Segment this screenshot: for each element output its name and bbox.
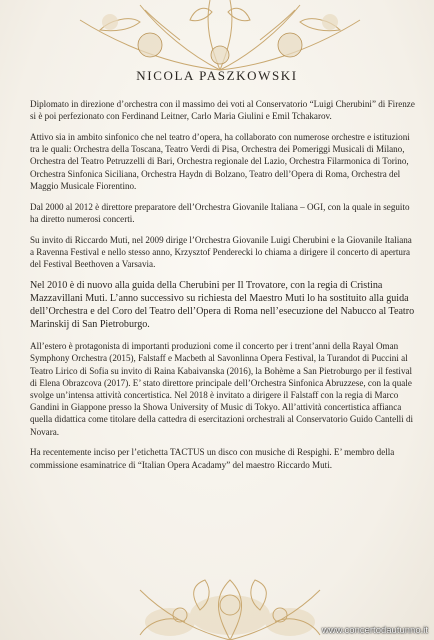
paragraph: Dal 2000 al 2012 è direttore preparatore dell’Orchestra Giovanile Italiana – OGI, con la quale in seguito ha diretto numerosi concerti. bbox=[30, 201, 410, 224]
paragraph: Ha recentemente inciso per l’etichetta TACTUS un disco con musiche di Respighi. E’ membro della commissione esaminatrice di “Italian Opera Acadamy” del maestro Riccardo Muti. bbox=[30, 447, 395, 470]
paragraph: Attivo sia in ambito sinfonico che nel teatro d’opera, ha collaborato con numerose orchestre e istituzioni tra le quali: Orchestra della Toscana, Teatro Verdi di Pisa, Orchestra dei Pomeriggi Musicali di Milano, Orchestra del Teatro Petruzzelli di Bari, Orchestra regionale del Lazio, Orchestra Filarmonica di Torino, Orchestra Sinfonica Siciliana, Orchestra Haydn di Bolzano, Teatro dell’Opera di Roma, Orchestra del Maggio Musicale Fiorentino. bbox=[30, 132, 410, 191]
website-watermark: www.concertodautunno.it bbox=[321, 625, 428, 636]
paragraph: Nel 2010 è di nuovo alla guida della Cherubini per Il Trovatore, con la regia di Cristina Mazzavillani Muti. L’anno successivo su richiesta del Maestro Muti lo ha sostituito alla guida dell’Orchestra e del Coro del Teatro dell’Opera di Roma nell’esecuzione del Nabucco al Teatro Marinskij di San Pietroburgo. bbox=[30, 279, 415, 331]
paragraph: All’estero è protagonista di importanti produzioni come il concerto per i trent’anni della Rayal Oman Symphony Orchestra (2015), Falstaff e Macbeth al Savonlinna Opera Festival, la Turandot di Puccini al Teatro Lirico di Sofia su invito di Raina Kabaivanska (2016), la Bohème a San Pietroburgo per il festival di Elena Obrazcova (2017). E’ stato direttore principale dell’Orchestra Sinfonica Abruzzese, con la quale svolge un’intensa attività concertistica. Nel 2018 è invitato a dirigere il Falstaff con la regia di Marco Gandini in Giappone presso la Showa University of Music di Tokyo. All’attività concertistica affianca quella didattica come titolare della cattedra di esercitazioni orchestrali al Conservatorio Guido Cantelli di Novara. bbox=[30, 341, 414, 437]
paragraph: Su invito di Riccardo Muti, nel 2009 dirige l’Orchestra Giovanile Luigi Cherubini e la Giovanile Italiana a Ravenna Festival e nello stesso anno, Krzysztof Penderecki lo chiama a dirigere il concerto di apertura del Festival Beethoven a Varsavia. bbox=[30, 234, 412, 270]
document-title: NICOLA PASZKOWSKI bbox=[136, 68, 298, 83]
document-body bbox=[30, 98, 418, 479]
paragraph: Diplomato in direzione d’orchestra con il massimo dei voti al Conservatorio “Luigi Cherubini” di Firenze si è poi perfezionato con Ferdinand Leitner, Carlo Maria Giulini e Emil Tchakarov. bbox=[30, 99, 415, 122]
floral-ornament-top bbox=[40, 0, 400, 75]
